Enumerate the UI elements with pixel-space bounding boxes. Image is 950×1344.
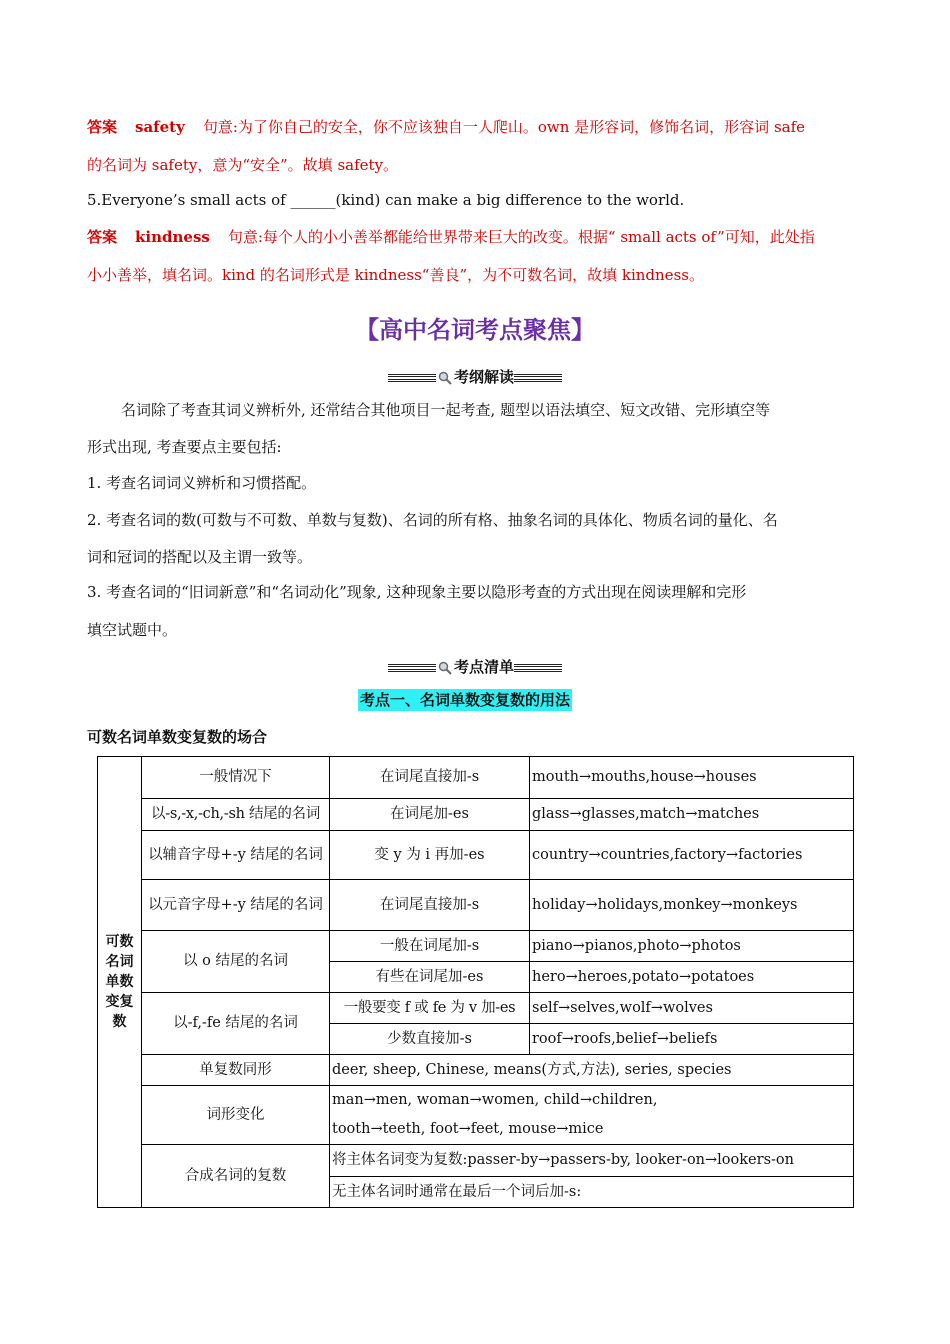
example-cell: holiday→holidays,monkey→monkeys: [530, 880, 854, 931]
outline-intro-2: 形式出现, 考查要点主要包括:: [87, 438, 282, 456]
checklist-heading-text: 考点清单: [453, 658, 514, 676]
outline-point-2a: 2. 考查名词的数(可数与不可数、单数与复数)、名词的所有格、抽象名词的具体化、物质名词的量化、名: [87, 511, 778, 529]
example-cell: mouth→mouths,house→houses: [530, 757, 854, 799]
answer2-label: 答案: [87, 228, 118, 246]
magnifier-icon: [438, 661, 452, 675]
double-rule-right: [514, 374, 562, 382]
answer2-text2: 小小善举，填名词。kind 的名词形式是 kindness“善良”，为不可数名词，故填 kindness。: [87, 266, 704, 284]
answer1-text1: 句意:为了你自己的安全，你不应该独自一人爬山。own 是形容词，修饰名词，形容词 safe: [202, 118, 806, 136]
table-row: [98, 1086, 854, 1145]
section-title: 【高中名词考点聚焦】: [355, 316, 595, 344]
category-cell: 以辅音字母+-y 结尾的名词: [142, 831, 330, 880]
example-cell: [330, 1086, 854, 1145]
outline-heading: [0, 366, 950, 387]
rule-cell: 在词尾加-es: [330, 799, 530, 831]
magnifier-icon: [438, 371, 452, 385]
table-row: [98, 831, 854, 880]
outline-intro-1: 名词除了考查其词义辨析外, 还常结合其他项目一起考查, 题型以语法填空、短文改错、完形填空等: [121, 401, 771, 419]
example-cell: roof→roofs,belief→beliefs: [530, 1024, 854, 1055]
table-row: [98, 1055, 854, 1086]
plural-rules-table: [97, 756, 854, 1208]
category-cell: 以元音字母+-y 结尾的名词: [142, 880, 330, 931]
category-cell: 合成名词的复数: [142, 1145, 330, 1208]
checklist-heading: [0, 656, 950, 677]
example-cell: self→selves,wolf→wolves: [530, 993, 854, 1024]
category-cell: 以-f,-fe 结尾的名词: [142, 993, 330, 1055]
table-row: [98, 799, 854, 831]
table-row: [98, 931, 854, 962]
table-row: [98, 993, 854, 1024]
category-cell: 一般情况下: [142, 757, 330, 799]
answer1-label: 答案: [87, 118, 118, 136]
rule-cell: 变 y 为 i 再加-es: [330, 831, 530, 880]
outline-point-3b: 填空试题中。: [87, 621, 178, 639]
answer2-text1: 句意:每个人的小小善举都能给世界带来巨大的改变。根据“ small acts of”可知，此处指: [227, 228, 815, 246]
rule-cell: 一般要变 f 或 fe 为 v 加-es: [330, 993, 530, 1024]
table-row: [98, 757, 854, 799]
example-cell: deer, sheep, Chinese, means(方式,方法), series, species: [330, 1055, 854, 1086]
answer1-line1: [87, 117, 867, 137]
example-cell: hero→heroes,potato→potatoes: [530, 962, 854, 993]
double-rule-right: [514, 664, 562, 672]
outline-point-2b: 词和冠词的搭配以及主谓一致等。: [87, 548, 313, 566]
example-line: man→men, woman→women, child→children,: [332, 1092, 658, 1108]
answer1-text2: 的名词为 safety，意为“安全”。故填 safety。: [87, 156, 399, 174]
table-row: [98, 1145, 854, 1177]
rule-cell: 有些在词尾加-es: [330, 962, 530, 993]
rule-cell: 在词尾直接加-s: [330, 757, 530, 799]
double-rule-left: [388, 664, 436, 672]
outline-point-3a: 3. 考查名词的“旧词新意”和“名词动化”现象, 这种现象主要以隐形考查的方式出现在阅读理解和完形: [87, 583, 747, 601]
rule-cell: 在词尾直接加-s: [330, 880, 530, 931]
category-cell: 以-s,-x,-ch,-sh 结尾的名词: [142, 799, 330, 831]
example-cell: 无主体名词时通常在最后一个词后加-s:: [330, 1177, 854, 1208]
category-cell: 词形变化: [142, 1086, 330, 1145]
example-cell: country→countries,factory→factories: [530, 831, 854, 880]
rule-cell: 一般在词尾加-s: [330, 931, 530, 962]
example-cell: piano→pianos,photo→photos: [530, 931, 854, 962]
answer2-word: kindness: [135, 228, 210, 246]
outline-heading-text: 考纲解读: [453, 368, 514, 386]
example-cell: 将主体名词变为复数:passer-by→passers-by, looker-on→lookers-on: [330, 1145, 854, 1177]
answer2-line1: [87, 227, 867, 247]
answer1-word: safety: [135, 118, 185, 136]
double-rule-left: [388, 374, 436, 382]
sub-heading: 可数名词单数变复数的场合: [87, 728, 268, 746]
question5-text: 5.Everyone’s small acts of ______(kind) can make a big difference to the world.: [87, 191, 685, 209]
outline-point-1: 1. 考查名词词义辨析和习惯搭配。: [87, 474, 317, 492]
topic1-highlight: 考点一、名词单数变复数的用法: [360, 691, 571, 709]
example-cell: glass→glasses,match→matches: [530, 799, 854, 831]
category-cell: 以 o 结尾的名词: [142, 931, 330, 993]
example-line: tooth→teeth, foot→feet, mouse→mice: [332, 1121, 604, 1137]
category-cell: 单复数同形: [142, 1055, 330, 1086]
table-row: [98, 880, 854, 931]
rule-cell: 少数直接加-s: [330, 1024, 530, 1055]
side-label: 可数名词单数变复数: [98, 757, 142, 1208]
